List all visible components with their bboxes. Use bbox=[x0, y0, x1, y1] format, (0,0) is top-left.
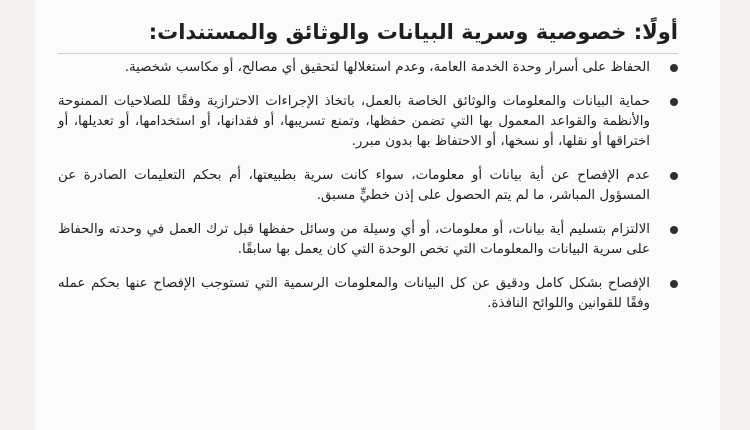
list-item-text: حماية البيانات والمعلومات والوثائق الخاصة بالعمل، باتخاذ الإجراءات الاحترازية وفقًا للصلاحيات الممنوحة والأنظمة والقواعد المعمول بها التي تضمن حفظها، وتمنع تسريبها، أو فقدانها، أو استخدامها، أو تعديلها، أو اختراقها أو نقلها، أو نسخها، أو الاحتفاظ بها بدون مبرر. bbox=[58, 94, 650, 149]
bullet-icon bbox=[670, 172, 678, 180]
bullet-icon bbox=[670, 98, 678, 106]
section-title: أولًا: خصوصية وسرية البيانات والوثائق والمستندات: bbox=[148, 20, 678, 44]
list-item bbox=[58, 220, 678, 260]
list-item-text: الإفصاح بشكل كامل ودقيق عن كل البيانات والمعلومات الرسمية التي تستوجب الإفصاح عنها بحكم عمله وفقًا للقوانين واللوائح النافذة. bbox=[58, 276, 650, 311]
list-item-text: عدم الإفصاح عن أية بيانات أو معلومات، سواء كانت سرية بطبيعتها، أم بحكم التعليمات الصادرة عن المسؤول المباشر، ما لم يتم الحصول على إذن خطيٍّ مسبق. bbox=[58, 168, 650, 203]
policy-list bbox=[58, 58, 678, 328]
document-card bbox=[35, 0, 720, 430]
list-item bbox=[58, 274, 678, 314]
bullet-icon bbox=[670, 226, 678, 234]
list-item bbox=[58, 58, 678, 78]
list-item-text: الالتزام بتسليم أية بيانات، أو معلومات، أو أي وسيلة من وسائل حفظها قبل ترك العمل في وحدته والحفاظ على سرية البيانات والمعلومات التي تخص الوحدة التي كان يعمل بها سابقًا. bbox=[58, 222, 650, 257]
list-item bbox=[58, 92, 678, 152]
list-item-text: الحفاظ على أسرار وحدة الخدمة العامة، وعدم استغلالها لتحقيق أي مصالح، أو مكاسب شخصية. bbox=[124, 60, 650, 75]
section-header bbox=[58, 18, 678, 52]
list-item bbox=[58, 166, 678, 206]
bullet-icon bbox=[670, 64, 678, 72]
title-divider bbox=[58, 53, 678, 54]
bullet-icon bbox=[670, 280, 678, 288]
